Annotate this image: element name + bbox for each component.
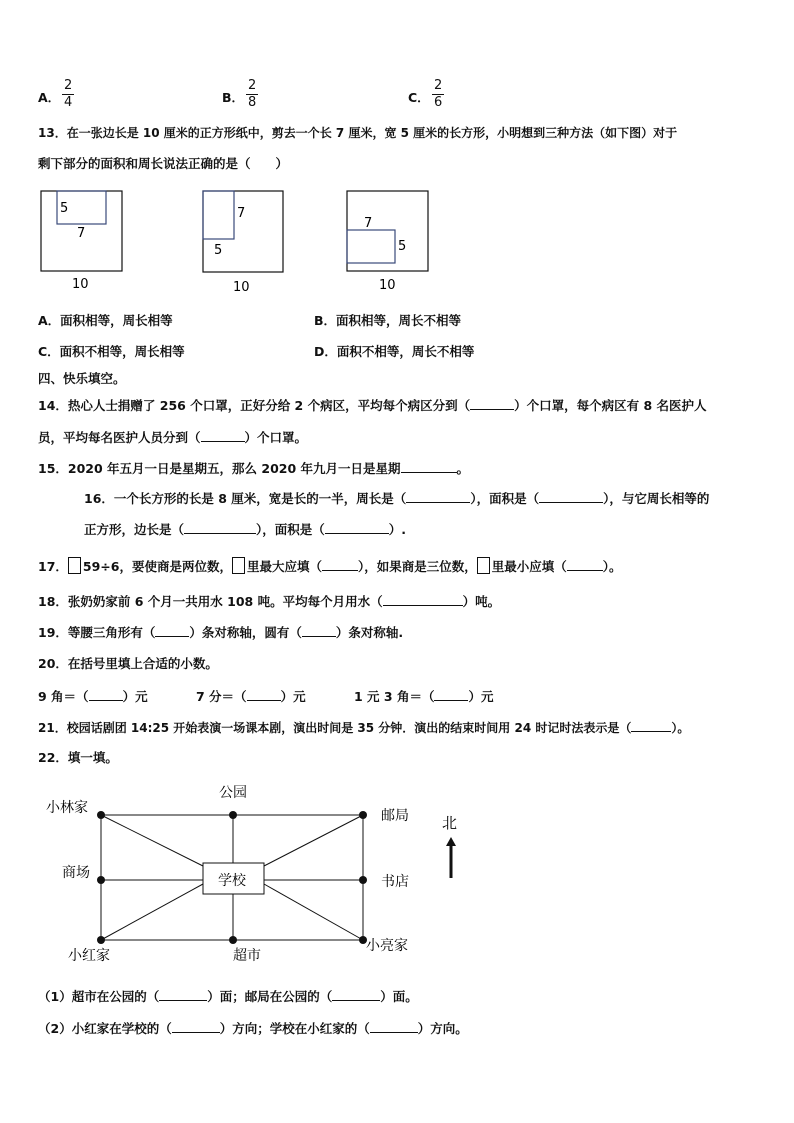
q17-text-c: 里最大应填（: [246, 559, 322, 574]
label-school: 学校: [218, 873, 246, 889]
q19-text-c: ）条对称轴.: [335, 625, 404, 640]
q15-text-a: 15．2020 年五月一日是星期五，那么 2020 年九月一日是星期: [38, 461, 401, 476]
q20-title: 20．在括号里填上合适的小数。: [38, 656, 218, 671]
q13-option-a: A．面积相等，周长相等: [38, 313, 173, 328]
q20-blank-2[interactable]: [247, 688, 281, 701]
q20-item-2: [196, 688, 306, 705]
label-mall: 商场: [62, 865, 90, 881]
q20-text-f: ）元: [468, 689, 494, 704]
q20-text-b: ）元: [122, 689, 148, 704]
q16-blank-2[interactable]: [539, 490, 603, 503]
q18-text-a: 18．张奶奶家前 6 个月一共用水 108 吨。平均每个月用水（: [38, 594, 383, 609]
q16-blank-4[interactable]: [325, 521, 389, 534]
label-market: 超市: [233, 948, 261, 964]
q18-line: [38, 593, 500, 610]
q12-option-b-label: B．: [222, 90, 245, 105]
q14-line1: [38, 397, 707, 414]
fig3-width-label: 5: [398, 239, 407, 254]
xiaolin-dot: [97, 811, 105, 819]
q22-title: 22．填一填。: [38, 750, 118, 765]
q13-option-b: B．面积相等，周长不相等: [314, 313, 462, 328]
q22-blank-3[interactable]: [172, 1020, 220, 1033]
q22-sub1: [38, 988, 418, 1005]
q13-option-d: D．面积不相等，周长不相等: [314, 344, 475, 359]
post-dot: [359, 811, 367, 819]
digit-box-1[interactable]: [68, 557, 81, 574]
q19-text-a: 19．等腰三角形有（: [38, 625, 156, 640]
fig1-length-label: 7: [77, 226, 86, 241]
q13-stem-line2: 剩下部分的面积和周长说法正确的是（ ）: [38, 156, 289, 171]
q13-option-c: C．面积不相等，周长相等: [38, 344, 185, 359]
q14-text-b: ）个口罩，每个病区有 8 名医护人: [514, 398, 707, 413]
q13-figures: [0, 0, 794, 300]
q22-sub2-text-b: ）方向；学校在小红家的（: [219, 1021, 370, 1036]
mall-dot: [97, 876, 105, 884]
fig3-side-label: 10: [379, 278, 396, 293]
fig2-length-label: 7: [237, 206, 246, 221]
q12-option-c-label: C．: [408, 90, 430, 105]
q18-text-b: ）吨。: [462, 594, 501, 609]
fig3-length-label: 7: [364, 216, 373, 231]
q22-sub1-text-c: ）面。: [380, 989, 418, 1004]
q21-text-a: 21．校园话剧团 14:25 开始表演一场课本剧，演出时间是 35 分钟．演出的结束时间用 24 时记时法表示是（: [38, 721, 632, 735]
q20-blank-1[interactable]: [89, 688, 123, 701]
q12-option-a-label: A．: [38, 90, 61, 105]
digit-box-2: [232, 557, 245, 574]
label-xiaohong: 小红家: [68, 948, 110, 964]
north-arrow-icon: [446, 837, 456, 846]
q22-sub2-text-c: ）方向。: [417, 1021, 468, 1036]
q20-text-d: ）元: [280, 689, 306, 704]
q16-text-b: ），面积是（: [470, 491, 540, 506]
q13-figure-1: [41, 191, 122, 292]
q13-figure-3: [347, 191, 428, 293]
bookstore-dot: [359, 876, 367, 884]
fraction-numerator: 2: [248, 78, 257, 93]
q16-blank-3[interactable]: [184, 521, 256, 534]
digit-box-3: [477, 557, 490, 574]
q20-item-1: [38, 688, 148, 705]
q16-blank-1[interactable]: [406, 490, 470, 503]
fig1-width-label: 5: [60, 201, 69, 216]
q16-text-d: 正方形，边长是（: [84, 522, 185, 537]
q22-sub2-text-a: （2）小红家在学校的（: [38, 1021, 172, 1036]
q15-line: [38, 460, 469, 477]
q17-text-d: ），如果商是三位数，: [358, 559, 477, 574]
label-north: 北: [442, 814, 458, 832]
q14-text-a: 14．热心人士捐赠了 256 个口罩，正好分给 2 个病区，平均每个病区分到（: [38, 398, 471, 413]
q17-blank-1[interactable]: [322, 558, 358, 571]
fraction-denominator: 4: [64, 95, 73, 110]
q16-line2: [84, 521, 406, 538]
q20-item-3: [354, 688, 493, 705]
q20-text-c: 7 分＝（: [196, 689, 247, 704]
q20-blank-3[interactable]: [434, 688, 468, 701]
q19-blank-2[interactable]: [302, 624, 336, 637]
q19-text-b: ）条对称轴，圆有（: [189, 625, 302, 640]
q17-text-f: ）。: [602, 559, 622, 574]
q22-blank-1[interactable]: [159, 988, 207, 1001]
label-bookstore: 书店: [381, 874, 409, 890]
q17-text-a: 17．: [38, 559, 68, 574]
q14-blank-2[interactable]: [201, 429, 245, 442]
market-dot: [229, 936, 237, 944]
label-park: 公园: [219, 785, 247, 801]
q22-sub2: [38, 1020, 468, 1037]
park-dot: [229, 811, 237, 819]
q15-text-b: 。: [456, 461, 470, 476]
fig2-side-label: 10: [233, 280, 250, 295]
xiaohong-dot: [97, 936, 105, 944]
fig2-width-label: 5: [214, 243, 223, 258]
q17-line: [38, 557, 622, 575]
q16-text-e: ），面积是（: [256, 522, 325, 537]
q17-text-e: 里最小应填（: [491, 559, 567, 574]
label-xiaoliang: 小亮家: [366, 938, 408, 954]
q13-figure-2: [203, 191, 283, 295]
q14-blank-1[interactable]: [470, 397, 514, 410]
section-heading: 四、快乐填空。: [38, 371, 126, 386]
q22-blank-4[interactable]: [370, 1020, 418, 1033]
q22-map: [0, 770, 794, 970]
q21-text-b: ）。: [671, 721, 690, 735]
q17-text-b: 59÷6，要使商是两位数，: [82, 559, 232, 574]
q16-text-a: 16．一个长方形的长是 8 厘米，宽是长的一半，周长是（: [84, 491, 407, 506]
q18-blank[interactable]: [383, 593, 463, 606]
q19-line: [38, 624, 403, 641]
fraction-denominator: 6: [434, 95, 443, 110]
fraction-numerator: 2: [64, 78, 73, 93]
q22-blank-2[interactable]: [332, 988, 380, 1001]
q19-blank-1[interactable]: [155, 624, 189, 637]
q21-line: [38, 719, 689, 736]
q16-text-f: ）.: [388, 522, 407, 537]
q16-text-c: ），与它周长相等的: [603, 491, 710, 506]
q22-sub1-text-a: （1）超市在公园的（: [38, 989, 160, 1004]
q16-line1: [84, 490, 709, 507]
q20-text-e: 1 元 3 角＝（: [354, 689, 435, 704]
fraction-numerator: 2: [434, 78, 443, 93]
q14-line2: [38, 429, 307, 446]
label-xiaolin: 小林家: [46, 800, 88, 816]
fig1-side-label: 10: [72, 277, 89, 292]
q20-text-a: 9 角＝（: [38, 689, 89, 704]
q15-blank[interactable]: [401, 460, 457, 473]
q13-stem-line1: 13．在一张边长是 10 厘米的正方形纸中，剪去一个长 7 厘米，宽 5 厘米的长方形，小明想到三种方法（如下图）对于: [38, 126, 678, 140]
q14-text-c: 员，平均每名医护人员分到（: [38, 430, 201, 445]
q21-blank[interactable]: [631, 719, 671, 732]
label-post: 邮局: [381, 808, 409, 824]
fraction-denominator: 8: [248, 95, 257, 110]
q22-sub1-text-b: ）面；邮局在公园的（: [207, 989, 333, 1004]
q14-text-d: ）个口罩。: [244, 430, 308, 445]
q17-blank-2[interactable]: [567, 558, 603, 571]
